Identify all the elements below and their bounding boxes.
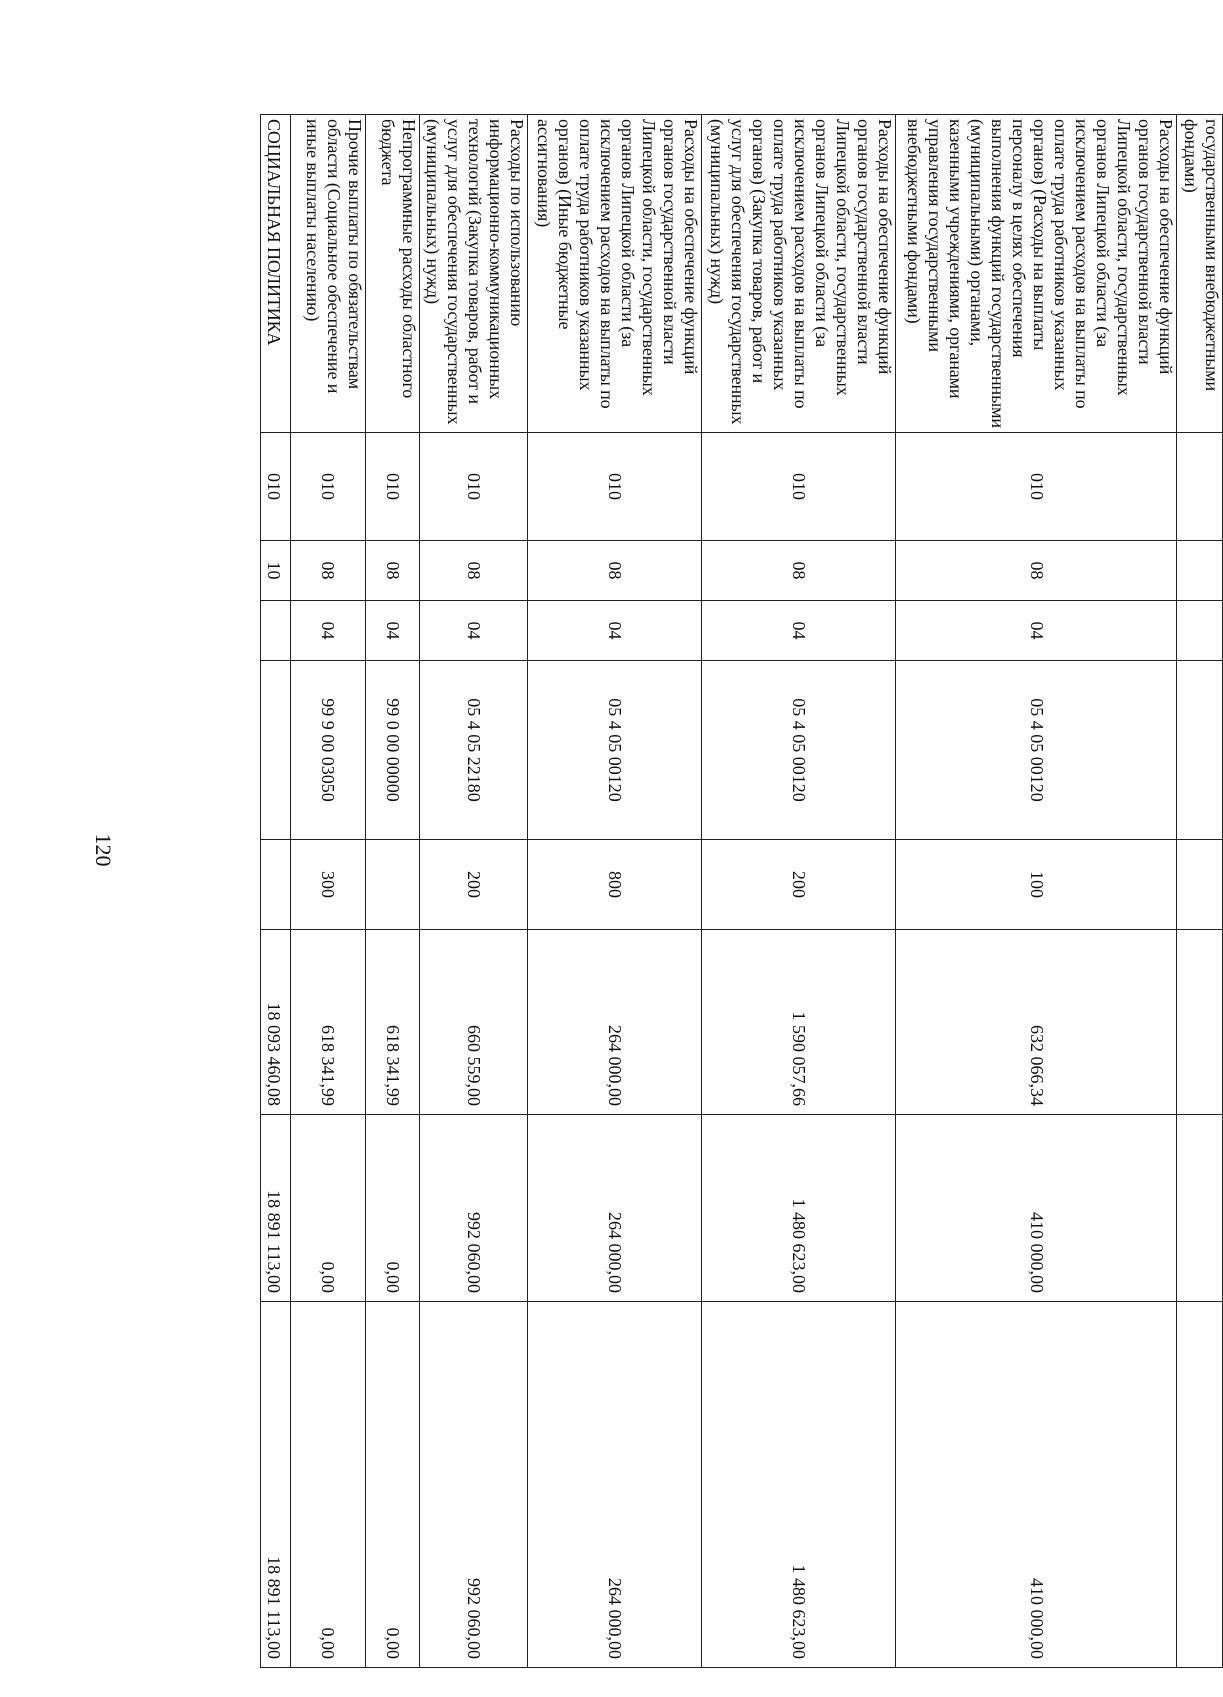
amount-1-cell: 264 000,00 [528,930,701,1115]
subsection-code-cell: 04 [419,601,528,661]
subsection-code-cell [1176,601,1222,661]
expense-type-cell [1176,840,1222,930]
amount-1-cell: 1 590 057,66 [701,930,896,1115]
subsection-code-cell: 04 [290,601,365,661]
table-row [261,115,291,1668]
target-article-cell: 99 9 00 03050 [290,661,365,840]
expense-type-cell: 300 [290,840,365,930]
target-article-cell: 05 4 05 22180 [419,661,528,840]
amount-3-cell [1176,1302,1222,1668]
ministry-code-cell: 010 [261,433,291,541]
amount-1-cell: 632 066,34 [896,930,1177,1115]
expense-type-cell: 100 [896,840,1177,930]
row-name-cell: Непрограммные расходы областного бюджета [365,115,419,433]
amount-2-cell: 410 000,00 [896,1115,1177,1302]
section-code-cell [1176,541,1222,601]
page-number: 120 [91,833,116,867]
amount-3-cell: 410 000,00 [896,1302,1177,1668]
amount-2-cell [1176,1115,1222,1302]
amount-1-cell: 660 559,00 [419,930,528,1115]
section-code-cell: 08 [290,541,365,601]
section-code-cell: 10 [261,541,291,601]
expense-type-cell [365,840,419,930]
section-code-cell: 08 [419,541,528,601]
section-code-cell: 08 [528,541,701,601]
amount-3-cell: 18 891 113,00 [261,1302,291,1668]
amount-3-cell: 264 000,00 [528,1302,701,1668]
row-name-cell: Расходы на обеспечение функций органов государственной власти Липецкой области, государственных органов Липецкой области (за исключением расходов на выплаты по оплате труда работников указанных органов) (Иные бюджетные ассигнования) [528,115,701,433]
ministry-code-cell [1176,433,1222,541]
ministry-code-cell: 010 [290,433,365,541]
ministry-code-cell: 010 [419,433,528,541]
table-row [290,115,365,1668]
amount-1-cell: 618 341,99 [290,930,365,1115]
target-article-cell: 99 0 00 00000 [365,661,419,840]
row-name-cell: Расходы на обеспечение функций органов государственной власти Липецкой области, государственных органов Липецкой области (за исключением расходов на выплаты по оплате труда работников указанных органов) (Закупка товаров, работ и услуг для обеспечения государственных (муниципальных) нужд) [701,115,896,433]
table-row [701,115,896,1668]
amount-2-cell: 18 891 113,00 [261,1115,291,1302]
expense-type-cell: 200 [419,840,528,930]
target-article-cell: 05 4 05 00120 [528,661,701,840]
table-row [528,115,701,1668]
row-name-cell: государственными внебюджетными фондами) [1176,115,1222,433]
expense-type-cell: 800 [528,840,701,930]
table-body [261,115,1223,1668]
section-code-cell: 08 [701,541,896,601]
amount-2-cell: 1 480 623,00 [701,1115,896,1302]
row-name-cell: Расходы на обеспечение функций органов государственной власти Липецкой области, государственных органов Липецкой области (за исключением расходов на выплаты по оплате труда работников указанных органов) (Расходы на выплаты персоналу в целях обеспечения выполнения функций государственными (муниципальными) органами, казенными учреждениями, органами управления государственными внебюджетными фондами) [896,115,1177,433]
row-name-cell: Прочие выплаты по обязательствам области (Социальное обеспечение и иные выплаты населению) [290,115,365,433]
table-row [365,115,419,1668]
target-article-cell [1176,661,1222,840]
amount-3-cell: 1 480 623,00 [701,1302,896,1668]
target-article-cell: 05 4 05 00120 [701,661,896,840]
amount-1-cell [1176,930,1222,1115]
budget-table [260,114,1223,1668]
ministry-code-cell: 010 [701,433,896,541]
amount-2-cell: 0,00 [290,1115,365,1302]
subsection-code-cell: 04 [701,601,896,661]
subsection-code-cell: 04 [365,601,419,661]
amount-1-cell: 618 341,99 [365,930,419,1115]
ministry-code-cell: 010 [896,433,1177,541]
budget-table-rotated [260,114,1223,1667]
amount-3-cell: 0,00 [365,1302,419,1668]
amount-2-cell: 264 000,00 [528,1115,701,1302]
target-article-cell: 05 4 05 00120 [896,661,1177,840]
table-row [1176,115,1222,1668]
row-name-cell: Расходы по использованию информационно-коммуникационных технологий (Закупка товаров, работ и услуг для обеспечения государственных (муниципальных) нужд) [419,115,528,433]
amount-2-cell: 0,00 [365,1115,419,1302]
amount-1-cell: 18 093 460,08 [261,930,291,1115]
ministry-code-cell: 010 [528,433,701,541]
subsection-code-cell: 04 [528,601,701,661]
amount-3-cell: 992 060,00 [419,1302,528,1668]
ministry-code-cell: 010 [365,433,419,541]
amount-2-cell: 992 060,00 [419,1115,528,1302]
expense-type-cell: 200 [701,840,896,930]
table-row [896,115,1177,1668]
expense-type-cell [261,840,291,930]
section-code-cell: 08 [896,541,1177,601]
subsection-code-cell: 04 [896,601,1177,661]
row-name-cell: СОЦИАЛЬНАЯ ПОЛИТИКА [261,115,291,433]
target-article-cell [261,661,291,840]
table-row [419,115,528,1668]
subsection-code-cell [261,601,291,661]
amount-3-cell: 0,00 [290,1302,365,1668]
section-code-cell: 08 [365,541,419,601]
